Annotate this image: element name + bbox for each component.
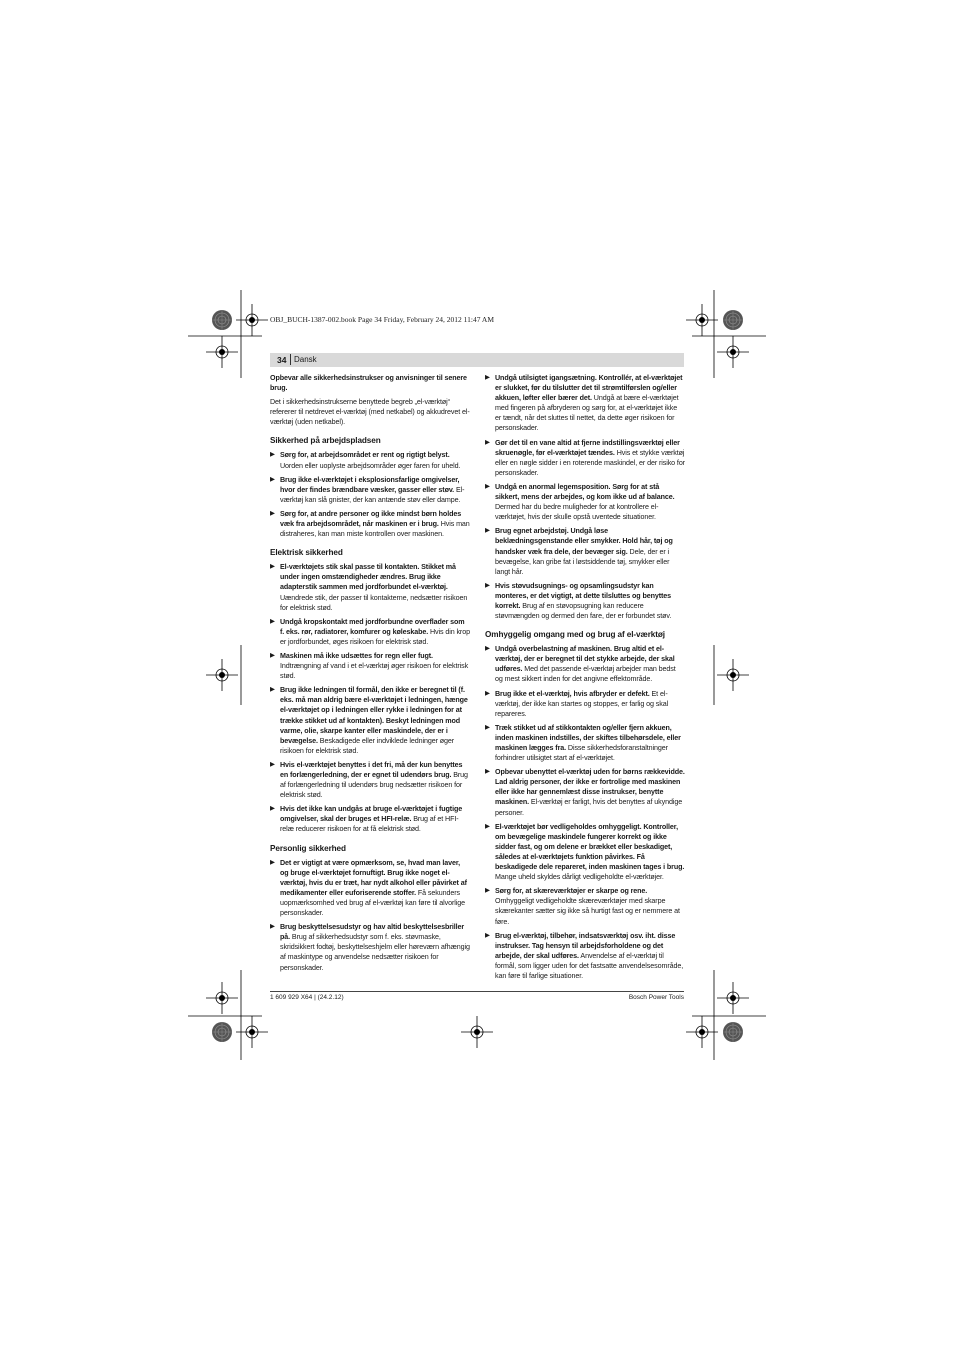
- bullet-arrow-icon: ▶: [485, 887, 490, 895]
- safety-list-item: [485, 723, 685, 763]
- instruction-bold: El-værktøjet bør vedligeholdes omhyggeligt. Kontroller, om bevægelige maskindele fungerer korrekt og ikke sidder fast, og om delene er brækket eller beskadiget, således at el-værktøjets funktion påvirkes. Få beskadigede dele repareret, inden maskinen tages i brug.: [495, 822, 685, 872]
- instruction-bold: Undgå kropskontakt med jordforbundne overflader som f. eks. rør, radiatorer, komfurer og køleskabe.: [280, 617, 465, 636]
- instruction-text: Brug af et HFI-relæ reducerer risikoen for at få elektrisk stød.: [280, 815, 459, 834]
- bullet-arrow-icon: ▶: [270, 475, 275, 483]
- instruction-text: Indtrængning af vand i et el-værktøj øger risikoen for elektrisk stød.: [280, 662, 469, 681]
- safety-list-item: [270, 804, 470, 834]
- instruction-bold: Sørg for, at skæreværktøjer er skarpe og rene.: [495, 887, 648, 896]
- instruction-text: Med det passende el-værktøj arbejder man bedst og mest sikkert inden for det angivne effektområde.: [495, 665, 676, 684]
- instruction-bold: Undgå en anormal legemsposition. Sørg for at stå sikkert, mens der arbejdes, og kom ikke ud af balance.: [495, 482, 675, 502]
- bullet-arrow-icon: ▶: [270, 563, 275, 571]
- bullet-arrow-icon: ▶: [485, 374, 490, 381]
- instruction-bold: Træk stikket ud af stikkontakten og/eller fjern akkuen, inden maskinen indstilles, der skiftes tilbehørsdele, eller maskinen lægges fra.: [495, 723, 681, 752]
- intro-text: Det i sikkerhedsinstrukserne benyttede begreb „el-værktøj“ refererer til netdrevet el-værktøj (med netkabel) og akkudrevet el-værktøj (uden netkabel).: [270, 398, 470, 427]
- instruction-bold: El-værktøjets stik skal passe til kontakten. Stikket må under ingen omstændigheder ændres. Brug ikke adapterstik sammen med jordforbundet el-værktøj.: [280, 563, 456, 592]
- instruction-text: Hvis din krop er jordforbundet, øges risikoen for elektrisk stød.: [280, 627, 470, 646]
- instruction-text: Uændrede stik, der passer til kontakterne, nedsætter risikoen for elektrisk stød.: [280, 593, 468, 612]
- bullet-arrow-icon: ▶: [485, 723, 490, 731]
- instruction-bold: Sørg for, at andre personer og ikke mindst børn holdes væk fra arbejdsområdet, når maskinen er i brug.: [280, 509, 462, 529]
- color-disc-icon: [723, 310, 743, 330]
- safety-list-item: [270, 858, 470, 919]
- color-disc-icon: [212, 1022, 232, 1042]
- crosshair-icon: [461, 1016, 493, 1048]
- crosshair-icon: [717, 982, 749, 1014]
- instruction-bold: Hvis el-værktøjet benyttes i det fri, må der kun benyttes en forlængerledning, der er egnet til udendørs brug.: [280, 760, 463, 779]
- safety-list-item: [485, 644, 685, 684]
- instruction-bold: Opbevar ubenyttet el-værktøj uden for børns rækkevidde. Lad aldrig personer, der ikke er fortrolige med maskinen eller ikke har gennemlæst disse instrukser, benytte maskinen.: [495, 768, 685, 807]
- section-heading: Sikkerhed på arbejdspladsen: [270, 436, 381, 446]
- bullet-arrow-icon: ▶: [270, 858, 275, 866]
- bullet-arrow-icon: ▶: [270, 923, 275, 931]
- instruction-bold: Brug ikke el-værktøjet i eksplosionsfarlige omgivelser, hvor der findes brændbare væsker, gasser eller støv.: [280, 475, 460, 494]
- safety-list-item: [485, 822, 685, 883]
- safety-list-item: [485, 482, 685, 522]
- instruction-text: Uorden eller uoplyste arbejdsområder øger faren for uheld.: [280, 461, 461, 470]
- safety-list-item: [270, 450, 470, 470]
- instruction-text: El-værktøj er farligt, hvis det benyttes af ukyndige personer.: [495, 798, 683, 817]
- safety-list-item: [270, 562, 470, 612]
- instruction-text: Beskadigede eller indviklede ledninger øger risikoen for elektrisk stød.: [280, 736, 455, 755]
- bullet-arrow-icon: ▶: [485, 689, 490, 697]
- footer-divider: [270, 991, 684, 992]
- instruction-bold: Gør det til en vane altid at fjerne indstillingsværktøj eller skruenøgle, før el-værktøjet tændes.: [495, 438, 680, 457]
- bullet-arrow-icon: ▶: [485, 931, 490, 939]
- bullet-arrow-icon: ▶: [270, 617, 275, 625]
- crosshair-icon: [206, 659, 238, 691]
- instruction-text: Omhyggeligt vedligeholdte skæreværktøjer med skarpe skærekanter sætter sig ikke så hurtigt fast og er nemmere at føre.: [495, 897, 680, 926]
- safety-list-item: [270, 509, 470, 539]
- bullet-arrow-icon: ▶: [485, 645, 490, 653]
- crosshair-icon: [717, 659, 749, 691]
- bullet-arrow-icon: ▶: [485, 822, 490, 830]
- crosshair-icon: [206, 336, 238, 368]
- instruction-bold: Det er vigtigt at være opmærksom, se, hvad man laver, og bruge el-værktøjet fornuftigt. Brug ikke noget el-værktøj, hvis du er træt, har nydt alkohol eller påvirket af medikamenter eller euforiserende stoffer.: [280, 858, 467, 897]
- bullet-arrow-icon: ▶: [270, 686, 275, 694]
- right-column: [485, 373, 685, 985]
- instruction-text: Brug af en støvopsugning kan reducere støvmængden og dermed den fare, der er forbundet støv.: [495, 601, 672, 621]
- instruction-bold: Hvis støvudsugnings- og opsamlingsudstyr kan monteres, er det vigtigt, at dette tilsluttes og benyttes korrekt.: [495, 581, 672, 610]
- instruction-text: Få sekunders uopmærksomhed ved brug af el-værktøj kan føre til alvorlige personskader.: [280, 888, 465, 918]
- instruction-bold: Brug egnet arbejdstøj. Undgå løse beklædningsgenstande eller smykker. Hold hår, tøj og handsker væk fra dele, der bevæger sig.: [495, 527, 673, 556]
- instruction-text: Et el-værktøj, der ikke kan startes og stoppes, er farlig og skal repareres.: [495, 689, 669, 718]
- instruction-text: Brug af sikkerhedsudstyr som f. eks. støvmaske, skridsikkert fodtøj, beskyttelseshjelm eller høreværn afhængig af maskintype og anvendelse nedsætter risikoen for personskader.: [280, 933, 470, 972]
- instruction-text: Anvendelse af el-værktøj til formål, som ligger uden for det fastsatte anvendelsesområde, kan føre til farlige situationer.: [495, 951, 684, 980]
- bullet-arrow-icon: ▶: [270, 509, 275, 517]
- bullet-arrow-icon: ▶: [485, 527, 490, 535]
- section-heading: Elektrisk sikkerhed: [270, 548, 343, 558]
- bullet-arrow-icon: ▶: [485, 768, 490, 776]
- instruction-text: Dele, der er i bevægelse, kan gribe fat i løstsiddende tøj, smykker eller langt hår.: [495, 547, 670, 576]
- bullet-arrow-icon: ▶: [485, 581, 490, 589]
- safety-list-item: [485, 526, 685, 576]
- safety-list-item: [270, 617, 470, 647]
- safety-list-item: [270, 651, 470, 681]
- bullet-arrow-icon: ▶: [270, 651, 275, 659]
- footer-brand: Bosch Power Tools: [628, 994, 684, 1001]
- instruction-text: Disse sikkerhedsforanstaltninger forhindrer utilsigtet start af el-værktøjet.: [495, 744, 668, 763]
- section-heading: Omhyggelig omgang med og brug af el-værktøj: [485, 630, 665, 640]
- bullet-arrow-icon: ▶: [270, 805, 275, 813]
- safety-list-item: [485, 931, 685, 981]
- page-language: Dansk: [294, 355, 317, 364]
- crosshair-icon: [686, 304, 718, 336]
- instruction-bold: Maskinen må ikke udsættes for regn eller fugt.: [280, 651, 433, 660]
- section-heading: Personlig sikkerhed: [270, 843, 346, 853]
- instruction-bold: Brug beskyttelsesudstyr og hav altid beskyttelsesbriller på.: [280, 923, 465, 942]
- divider: [290, 354, 291, 365]
- color-disc-icon: [212, 310, 232, 330]
- bullet-arrow-icon: ▶: [485, 438, 490, 446]
- instruction-text: Undgå at bære el-værktøjet med fingeren på afbryderen og sørg for, at el-værktøjet ikke er tændt, når det sluttes til nettet, da dette øger risikoen for personskader.: [495, 394, 679, 433]
- instruction-text: Mange uheld skyldes dårligt vedligeholdte el-værktøjer.: [495, 873, 664, 882]
- left-column: [270, 373, 470, 977]
- page-number: 34: [277, 355, 287, 365]
- safety-list-item: [485, 581, 685, 621]
- instruction-bold: Sørg for, at arbejdsområdet er rent og rigtigt belyst.: [280, 451, 450, 460]
- crosshair-icon: [717, 336, 749, 368]
- intro-bold: Opbevar alle sikkerhedsinstrukser og anvisninger til senere brug.: [270, 374, 467, 393]
- safety-list-item: [485, 886, 685, 926]
- crosshair-icon: [206, 982, 238, 1014]
- safety-list-item: [270, 475, 470, 505]
- instruction-text: Brug af forlængerledning til udendørs brug nedsætter risikoen for elektrisk stød.: [280, 771, 468, 800]
- instruction-text: Hvis et stykke værktøj eller en nøgle sidder i en roterende maskindel, er der risiko for personskader.: [495, 448, 685, 477]
- instruction-text: Dermed har du bedre muligheder for at kontrollere el-værktøjet, hvis der skulle opstå uventede situationer.: [495, 503, 659, 522]
- bullet-arrow-icon: ▶: [270, 760, 275, 768]
- instruction-bold: Hvis det ikke kan undgås at bruge el-værktøjet i fugtige omgivelser, skal der bruges et HFI-relæ.: [280, 805, 463, 824]
- safety-list-item: [485, 438, 685, 478]
- safety-list-item: [270, 685, 470, 756]
- crosshair-icon: [686, 1016, 718, 1048]
- instruction-bold: Undgå overbelastning af maskinen. Brug altid et el-værktøj, der er beregnet til det stykke arbejde, der skal udføres.: [495, 645, 675, 674]
- bullet-arrow-icon: ▶: [270, 451, 275, 459]
- safety-list-item: [485, 767, 685, 817]
- bullet-arrow-icon: ▶: [485, 482, 490, 490]
- color-disc-icon: [723, 1022, 743, 1042]
- safety-list-item: [270, 922, 470, 972]
- print-header: OBJ_BUCH-1387-002.book Page 34 Friday, February 24, 2012 11:47 AM: [270, 315, 495, 324]
- safety-list-item: [270, 760, 470, 800]
- safety-list-item: [485, 373, 685, 434]
- safety-list-item: [485, 689, 685, 719]
- instruction-bold: Undgå utilsigtet igangsætning. Kontrollér, at el-værktøjet er slukket, før du tilslutter det til strømtilførslen og/eller akkuen, løfter eller bærer det.: [495, 374, 683, 403]
- instruction-bold: Brug ikke et el-værktøj, hvis afbryder er defekt.: [495, 689, 650, 698]
- instruction-text: Hvis man distraheres, kan man miste kontrollen over maskinen.: [280, 520, 470, 539]
- page-header-bar: [270, 353, 684, 367]
- instruction-bold: Brug ikke ledningen til formål, den ikke er beregnet til (f. eks. må man aldrig bære el-værktøjet i ledningen, hænge el-værktøjet op i ledningen eller rykke i ledningen for at trække stikket ud af kontakten). Beskyt ledningen mod varme, olie, skarpe kanter eller maskindele, der er i bevægelse.: [280, 686, 468, 745]
- instruction-bold: Brug el-værktøj, tilbehør, indsatsværktøj osv. iht. disse instrukser. Tag hensyn til arbejdsforholdene og det arbejde, der skal udføres.: [495, 931, 676, 960]
- footer-part-number: 1 609 929 X64 | (24.2.12): [270, 994, 344, 1001]
- instruction-text: El-værktøj kan slå gnister, der kan antænde støv eller dampe.: [280, 485, 465, 504]
